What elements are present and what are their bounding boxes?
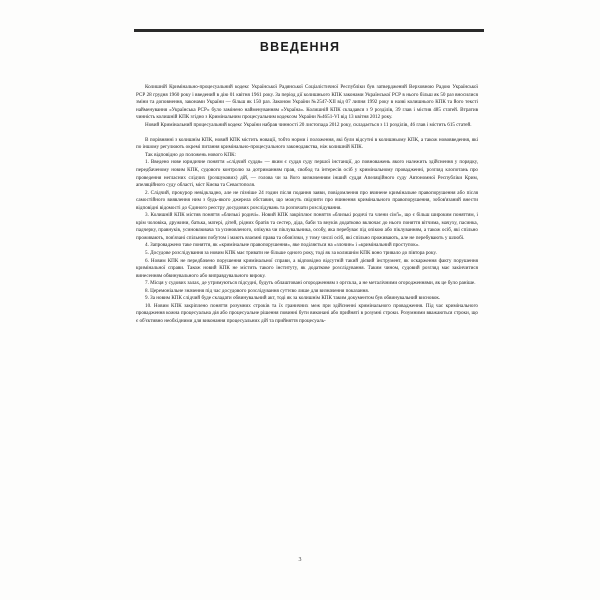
paragraph-7: 3. Колишній КПК містив поняття «близькі родичі». Новий КПК закріплює поняття «близькі родичі та члени сім'ї», що є більш широким поняттям, і крім чоловіка, дружини, батька, матері, дітей, рідних братів та сестер, діда, баби та внуків додатково включає до нього поняття вітчима, мачуху, пасинка, падчерку, правнуків, усиновлювача та усиновленого, опікуна чи піклувальника, особу, яка перебуває під опікою або піклуванням, а також осіб, які спільно проживають, пов'язані спільним побутом і мають взаємні права та обов'язки, у тому числі осіб, які спільно проживають, але не перебувають у шлюбі. [136,212,478,241]
paragraph-8: 4. Запроваджено таке поняття, як «кримінальне правопорушення», яке поділяється на «злочин» і «кримінальний проступок». [145,242,420,249]
page-title: ВВЕДЕННЯ [259,40,341,54]
page-number: 3 [298,557,302,563]
paragraph-4: Так відповідно до положень нового КПК: [145,151,236,158]
paragraph-14: 10. Новим КПК закріплено поняття розумних строків та їх граничних меж при здійсненні кримінального провадження. Під час кримінального провадження кожна процесуальна дія або процесуальне рішення повинні бути виконані або прийняті в розумні строки. Розумними вважаються строки, що є об'єктивно необхідними для виконання процесуальних дій та прийняття процесуаль- [136,302,478,324]
paragraph-10: 6. Новим КПК не передбачено порушення кримінальної справи, а відповідно відсутній такий дієвий інструмент, як оскарження факту порушення кримінальної справи. Також новий КПК не містить такого інституту, як додаткове розслідування. Таким чином, судовий розгляд має закінчитися винесенням обвинувального або виправдувального вироку. [136,257,478,279]
paragraph-11: 7. Місця у судових залах, де утримуються підсудні, будуть облаштовані огородженням з оргскла, а не металічними огородженнями, як це було раніше. [145,280,476,287]
header-rule [134,29,484,32]
paragraph-13: 9. За новим КПК слідчий буде складати обвинувальний акт, тоді як за колишнім КПК таким документом був обвинувальний висновок. [145,295,441,302]
paragraph-5: 1. Введено нове юридичне поняття «слідчий суддя» — яким є суддя суду першої інстанції, до повноважень якого належить здійснення у порядку, передбаченому новим КПК, судового контролю за дотриманням прав, свобод та інтересів осіб у кримінальному провадженні, розгляд клопотань про проведення негласних слідчих (розшукових) дій, — голова чи за його визначенням інший суддя Апеляційного суду Автономної Республіки Крим, апеляційного суду області, міст Києва та Севастополя. [136,159,478,189]
paragraph-1: Колишній Кримінально-процесуальний кодекс Української Радянської Соціалістичної Республіки був затверджений Верховною Радою Української РСР 28 грудня 1960 року і введений в дію 01 квітня 1961 року. За період дії колишнього КПК законами Української РСР в нього більш як 50 раз вносилися зміни та доповнення, законами України — більш як 150 раз. Законом України №2547-ХІІ від 07 липня 1992 року в назві колишнього КПК та його тексті найменування «Українська РСР» було замінено найменуванням «Україна». Колишній КПК складався з 9 розділів, 39 глав і містив 485 статей. Втратив чинність колишній КПК згідно з Кримінальним процесуальним кодексом України №4651-VI від 13 квітня 2012 року. [136,84,478,121]
body-text [136,84,478,325]
paragraph-9: 5. Досудове розслідування за новим КПК має тривати не більше одного року, тоді як за колишнім КПК воно тривало до півтора року. [145,249,437,256]
paragraph-2: Новий Кримінальний процесуальний кодекс України набрав чинності 20 листопада 2012 року, складається з 11 розділів, 46 глав і містить 615 статей. [145,121,472,128]
paragraph-6: 2. Слідчий, прокурор невідкладно, але не пізніше 24 годин після подання заяви, повідомлення про вчинене кримінальне правопорушення або після самостійного виявлення ним з будь-якого джерела обставин, що можуть свідчити про вчинення кримінального правопорушення, зобов'язаний внести відповідні відомості до Єдиного реєстру досудових розслідувань та розпочати розслідування. [136,189,478,211]
paragraph-12: 8. Церемоніальне значення під час досудового розслідування суттєво лише для визначення показання. [145,287,370,294]
paragraph-3: В порівнянні з колишнім КПК, новий КПК містить новації, тобто норми і положення, які були відсутні в колишньому КПК, а також нововведення, які по іншому регулюють окремі питання кримінально-процесуального законодавства, ніж колишній КПК. [136,136,478,151]
